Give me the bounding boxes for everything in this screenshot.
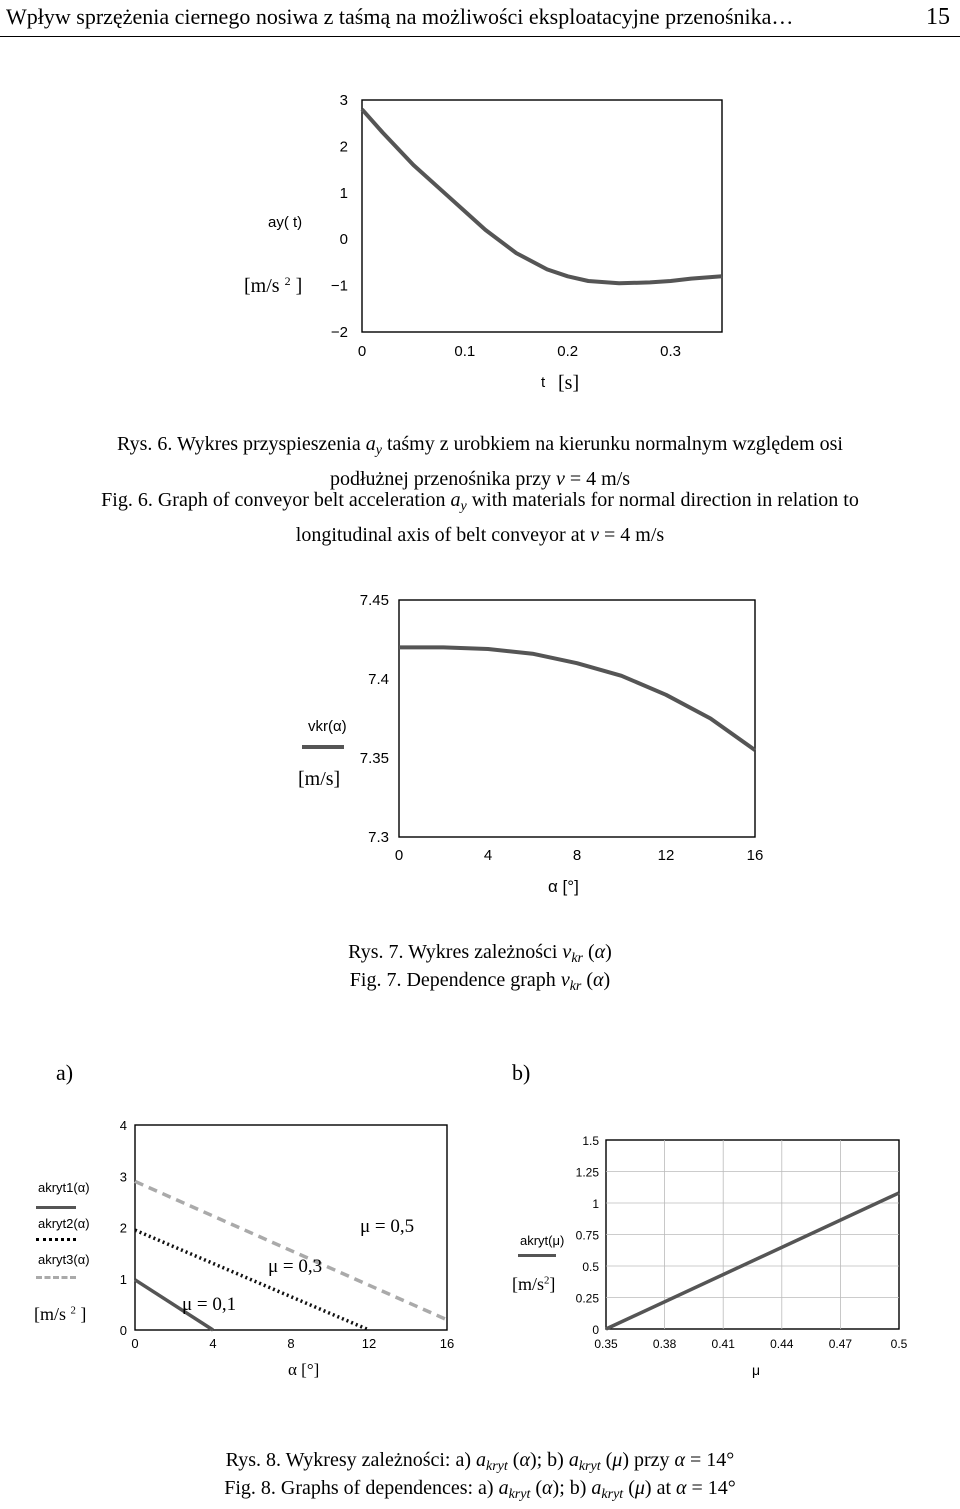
fig8a-annot-mu03: μ = 0,3 xyxy=(268,1256,323,1277)
x-tick-label: 0.3 xyxy=(660,343,682,360)
fig7-caption-pl: Rys. 7. Wykres zależności $v_{kr}$ (α) xyxy=(348,941,612,967)
fig8a-annot-mu05: μ = 0,5 xyxy=(360,1216,415,1237)
y-tick-label: 0 xyxy=(119,1323,127,1338)
x-tick-label: 16 xyxy=(746,847,764,864)
fig8-label-b: b) xyxy=(512,1060,531,1085)
y-tick-label: 7.45 xyxy=(359,592,389,609)
x-tick-label: 0 xyxy=(357,343,367,360)
y-tick-label: 3 xyxy=(339,92,348,109)
x-tick-label: 0.38 xyxy=(652,1337,677,1351)
y-tick-label: 7.35 xyxy=(359,750,389,767)
fig6-caption-en: Fig. 6. Graph of conveyor belt acceleration $a_y$ with materials for normal direction in relation to longitudinal axis of belt conveyor at v = 4 m/s xyxy=(101,489,859,547)
y-tick-label: 0.75 xyxy=(575,1228,599,1243)
x-tick-label: 12 xyxy=(657,847,675,864)
fig8a-xlabel: α [°] xyxy=(288,1360,320,1379)
fig6-xlabel: t xyxy=(541,374,546,391)
y-tick-label: 1.5 xyxy=(582,1134,599,1148)
fig8a-legend-1: akryt1(α) xyxy=(38,1180,90,1195)
y-tick-label: 2 xyxy=(339,138,348,156)
y-tick-label: 1 xyxy=(339,184,348,202)
x-tick-label: 8 xyxy=(572,847,582,864)
fig6-unit-label: [m/s $^2$ ] xyxy=(244,274,303,298)
fig8-label-a: a) xyxy=(56,1060,74,1085)
y-tick-label: 1.25 xyxy=(575,1165,599,1180)
y-tick-label: 7.4 xyxy=(368,671,389,688)
fig8-caption-en: Fig. 8. Graphs of dependences: a) $a_{kryt}$ (α); b) $a_{kryt}$ (μ) at α = 14° xyxy=(224,1477,736,1503)
fig7-legend-label: vkr(α) xyxy=(308,718,347,735)
x-tick-label: 0.5 xyxy=(890,1337,908,1351)
fig7-caption-en: Fig. 7. Dependence graph $v_{kr}$ (α) xyxy=(349,969,611,995)
x-tick-label: 0.41 xyxy=(711,1337,735,1351)
page-number: 15 xyxy=(926,4,950,30)
fig7-xlabel: α [°] xyxy=(548,877,579,896)
x-tick-label: 16 xyxy=(439,1336,455,1351)
y-tick-label: 0.25 xyxy=(575,1291,599,1306)
x-tick-label: 12 xyxy=(361,1336,377,1351)
y-tick-label: 1 xyxy=(119,1271,127,1287)
fig8a-legend-3: akryt3(α) xyxy=(38,1252,90,1267)
series-line-1 xyxy=(606,1193,899,1329)
x-tick-label: 0.2 xyxy=(557,343,579,360)
fig8a-annot-mu01: μ = 0,1 xyxy=(182,1294,237,1315)
y-tick-label: 0.5 xyxy=(582,1260,599,1274)
x-tick-label: 0 xyxy=(394,847,404,864)
x-tick-label: 4 xyxy=(483,847,493,864)
y-tick-label: 3 xyxy=(119,1169,127,1185)
x-tick-label: 0 xyxy=(131,1336,139,1351)
y-tick-label: 2 xyxy=(119,1220,127,1236)
x-tick-label: 4 xyxy=(209,1336,217,1351)
y-tick-label: 1 xyxy=(592,1197,599,1211)
fig7-unit-label: [m/s] xyxy=(298,768,341,790)
x-tick-label: 8 xyxy=(287,1336,295,1351)
y-tick-label: 4 xyxy=(119,1118,127,1133)
fig6-caption-pl: Rys. 6. Wykres przyspieszenia $a_y$ taśmy z urobkiem na kierunku normalnym względem osi podłużnej przenośnika przy v = 4 m/s xyxy=(117,433,843,491)
fig8b-xlabel: μ xyxy=(752,1362,761,1378)
fig8b-legend-line xyxy=(518,1254,556,1257)
fig8b-legend-label: akryt(μ) xyxy=(520,1233,565,1248)
x-tick-label: 0.35 xyxy=(594,1337,618,1351)
fig6-legend-label: ay( t) xyxy=(268,214,303,231)
y-tick-label: −1 xyxy=(330,277,348,295)
x-tick-label: 0.44 xyxy=(770,1337,794,1351)
y-tick-label: 0 xyxy=(339,231,348,249)
x-tick-label: 0.47 xyxy=(828,1337,853,1351)
fig8b-unit-label: $[m/s^2]$ xyxy=(512,1274,556,1294)
y-tick-label: 7.3 xyxy=(368,829,389,846)
fig6-xunit: [s] xyxy=(558,372,580,394)
x-tick-label: 0.1 xyxy=(454,343,476,360)
fig8a-unit-label: [m/s $^2$ ] xyxy=(34,1304,87,1324)
running-title: Wpływ sprzężenia ciernego nosiwa z taśmą na możliwości eksploatacyjne przenośnika… xyxy=(6,4,794,29)
y-tick-label: 0 xyxy=(592,1323,599,1337)
fig8-caption-pl: Rys. 8. Wykresy zależności: a) $a_{kryt}$ (α); b) $a_{kryt}$ (μ) przy α = 14° xyxy=(225,1449,735,1475)
fig8a-legend-2: akryt2(α) xyxy=(38,1216,90,1231)
y-tick-label: −2 xyxy=(330,324,348,341)
